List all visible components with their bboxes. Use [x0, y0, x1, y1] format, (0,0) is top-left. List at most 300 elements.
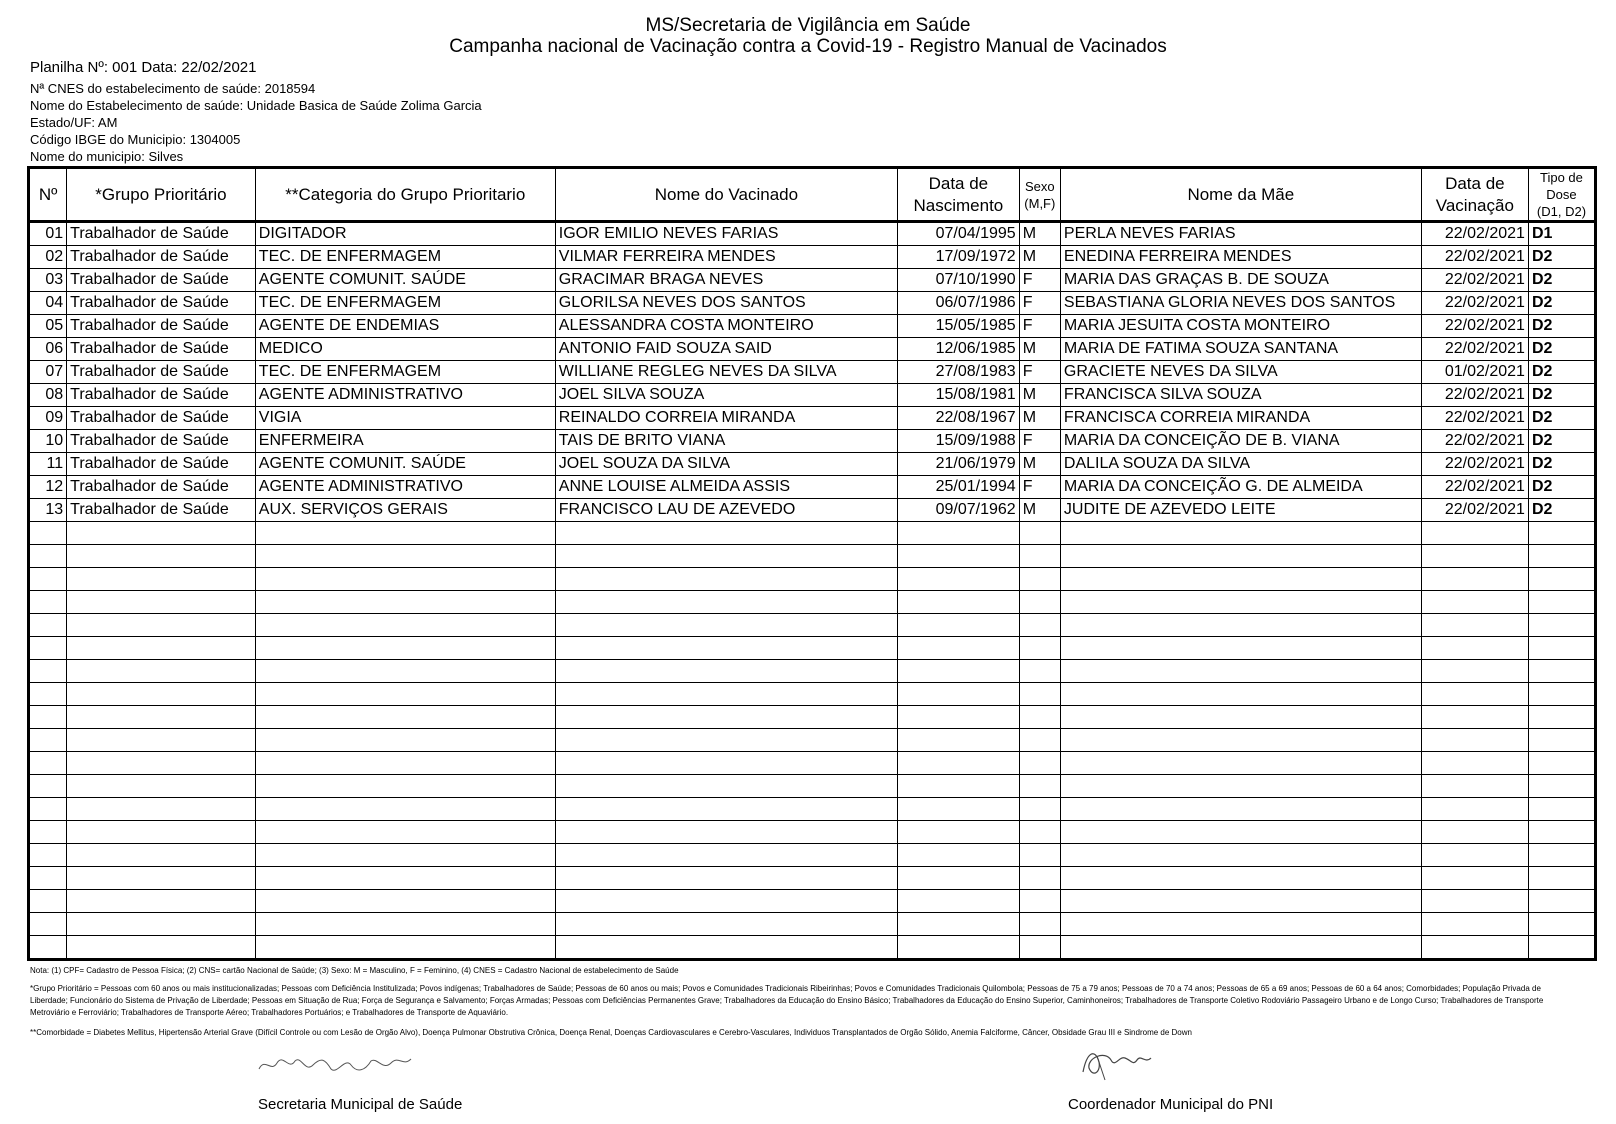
cell-vac: [1421, 867, 1528, 890]
cell-grupo: Trabalhador de Saúde: [67, 292, 256, 315]
ibge-info: Código IBGE do Municipio: 1304005: [30, 132, 241, 147]
cell-num: [29, 706, 67, 729]
cell-grupo: Trabalhador de Saúde: [67, 430, 256, 453]
cell-sexo: [1019, 614, 1060, 637]
header-dose-c: (D1, D2): [1536, 204, 1587, 219]
cell-mae: [1060, 752, 1421, 775]
cell-grupo: [67, 522, 256, 545]
cell-nasc: [898, 660, 1020, 683]
cell-nasc: [898, 591, 1020, 614]
cell-vac: 01/02/2021: [1421, 361, 1528, 384]
cell-vac: [1421, 890, 1528, 913]
cell-nome: [555, 936, 897, 960]
cell-sexo: [1019, 660, 1060, 683]
header-grupo: *Grupo Prioritário: [67, 168, 256, 222]
cell-mae: [1060, 614, 1421, 637]
cell-mae: [1060, 545, 1421, 568]
cell-vac: 22/02/2021: [1421, 246, 1528, 269]
empty-table-row: [29, 637, 1596, 660]
cell-grupo: Trabalhador de Saúde: [67, 407, 256, 430]
cell-num: 03: [29, 269, 67, 292]
cell-nasc: [898, 729, 1020, 752]
cell-nasc: [898, 752, 1020, 775]
cell-grupo: Trabalhador de Saúde: [67, 315, 256, 338]
cell-mae: [1060, 890, 1421, 913]
cell-grupo: Trabalhador de Saúde: [67, 499, 256, 522]
cell-mae: MARIA JESUITA COSTA MONTEIRO: [1060, 315, 1421, 338]
cell-categoria: [255, 706, 555, 729]
cell-sexo: F: [1019, 269, 1060, 292]
cell-categoria: ENFERMEIRA: [255, 430, 555, 453]
empty-table-row: [29, 660, 1596, 683]
cell-dose: D2: [1528, 338, 1595, 361]
cell-num: 01: [29, 222, 67, 246]
note-comorbidities: **Comorbidade = Diabetes Mellitus, Hipertensão Arterial Grave (Difícil Controle ou com Lesão de Orgão Alvo), Doença Pulmonar Obstrutiva Crônica, Doença Renal, Doenças Cardiovasculares e Cerebro-Vasculares, Individuos Transplantados de Orgão Sólido, Anemia Falciforme, Câncer, Obsidade Grau III e Sindrome de Down: [30, 1028, 1192, 1037]
cell-nome: JOEL SOUZA DA SILVA: [555, 453, 897, 476]
cell-grupo: Trabalhador de Saúde: [67, 269, 256, 292]
header-line-2: Campanha nacional de Vacinação contra a Covid-19 - Registro Manual de Vacinados: [449, 36, 1167, 57]
cell-nasc: 27/08/1983: [898, 361, 1020, 384]
table-body: [29, 222, 1596, 960]
header-dose-a: Tipo de: [1540, 170, 1583, 185]
cell-mae: DALILA SOUZA DA SILVA: [1060, 453, 1421, 476]
cell-sexo: M: [1019, 453, 1060, 476]
cell-sexo: F: [1019, 292, 1060, 315]
cell-num: 05: [29, 315, 67, 338]
cell-grupo: [67, 729, 256, 752]
cell-num: 02: [29, 246, 67, 269]
empty-table-row: [29, 890, 1596, 913]
header-nascimento-a: Data de: [928, 173, 989, 193]
cell-dose: [1528, 821, 1595, 844]
cell-dose: [1528, 683, 1595, 706]
table-row: [29, 453, 1596, 476]
cell-mae: [1060, 522, 1421, 545]
cell-grupo: [67, 821, 256, 844]
cell-dose: D2: [1528, 246, 1595, 269]
cell-nome: [555, 660, 897, 683]
cell-nome: [555, 867, 897, 890]
cell-nasc: [898, 890, 1020, 913]
cell-vac: [1421, 522, 1528, 545]
cell-nome: [555, 821, 897, 844]
cell-nome: WILLIANE REGLEG NEVES DA SILVA: [555, 361, 897, 384]
cell-mae: SEBASTIANA GLORIA NEVES DOS SANTOS: [1060, 292, 1421, 315]
cell-nasc: [898, 683, 1020, 706]
cell-vac: 22/02/2021: [1421, 476, 1528, 499]
cell-categoria: [255, 936, 555, 960]
empty-table-row: [29, 706, 1596, 729]
cell-nome: [555, 637, 897, 660]
cell-nome: [555, 844, 897, 867]
cell-nome: [555, 913, 897, 936]
cell-sexo: [1019, 775, 1060, 798]
cell-nome: [555, 545, 897, 568]
empty-table-row: [29, 729, 1596, 752]
cell-grupo: [67, 936, 256, 960]
cell-nome: VILMAR FERREIRA MENDES: [555, 246, 897, 269]
municipality-info: Nome do municipio: Silves: [30, 149, 184, 164]
cell-sexo: F: [1019, 315, 1060, 338]
cell-sexo: [1019, 706, 1060, 729]
cell-categoria: VIGIA: [255, 407, 555, 430]
cell-sexo: [1019, 729, 1060, 752]
cell-nome: GRACIMAR BRAGA NEVES: [555, 269, 897, 292]
cell-dose: [1528, 568, 1595, 591]
cell-nasc: 07/04/1995: [898, 222, 1020, 246]
cell-mae: [1060, 913, 1421, 936]
cell-nome: [555, 706, 897, 729]
cell-categoria: [255, 545, 555, 568]
table-row: [29, 361, 1596, 384]
cell-dose: D2: [1528, 384, 1595, 407]
cell-grupo: [67, 844, 256, 867]
cell-grupo: [67, 683, 256, 706]
cell-mae: JUDITE DE AZEVEDO LEITE: [1060, 499, 1421, 522]
cell-categoria: DIGITADOR: [255, 222, 555, 246]
header-num: Nº: [29, 168, 67, 222]
cell-nasc: [898, 706, 1020, 729]
cell-dose: D2: [1528, 292, 1595, 315]
cell-mae: [1060, 936, 1421, 960]
cell-nasc: 15/08/1981: [898, 384, 1020, 407]
header-sexo-b: (M,F): [1024, 195, 1056, 211]
cell-nome: ALESSANDRA COSTA MONTEIRO: [555, 315, 897, 338]
cell-dose: D2: [1528, 453, 1595, 476]
cell-grupo: Trabalhador de Saúde: [67, 338, 256, 361]
cell-sexo: [1019, 545, 1060, 568]
cell-sexo: [1019, 936, 1060, 960]
cell-num: 06: [29, 338, 67, 361]
table-row: [29, 338, 1596, 361]
cell-dose: [1528, 706, 1595, 729]
vaccination-register-table: [27, 166, 1597, 961]
cell-nome: ANNE LOUISE ALMEIDA ASSIS: [555, 476, 897, 499]
cell-grupo: Trabalhador de Saúde: [67, 361, 256, 384]
cell-nasc: [898, 545, 1020, 568]
sheet-number-date: Planilha Nº: 001 Data: 22/02/2021: [30, 59, 257, 76]
cell-nasc: [898, 568, 1020, 591]
cell-categoria: AGENTE COMUNIT. SAÚDE: [255, 453, 555, 476]
empty-table-row: [29, 798, 1596, 821]
cell-nasc: [898, 821, 1020, 844]
cell-vac: 22/02/2021: [1421, 453, 1528, 476]
cell-vac: [1421, 683, 1528, 706]
cell-nasc: 22/08/1967: [898, 407, 1020, 430]
header-nascimento: [898, 168, 1020, 222]
cell-num: 04: [29, 292, 67, 315]
cell-categoria: [255, 844, 555, 867]
cell-sexo: M: [1019, 222, 1060, 246]
cell-vac: 22/02/2021: [1421, 407, 1528, 430]
cell-num: [29, 545, 67, 568]
table-row: [29, 246, 1596, 269]
cell-mae: FRANCISCA SILVA SOUZA: [1060, 384, 1421, 407]
cell-dose: D2: [1528, 315, 1595, 338]
cell-dose: D2: [1528, 476, 1595, 499]
cell-mae: [1060, 775, 1421, 798]
cell-nome: [555, 683, 897, 706]
cell-dose: [1528, 775, 1595, 798]
cell-dose: [1528, 614, 1595, 637]
cell-categoria: AGENTE DE ENDEMIAS: [255, 315, 555, 338]
cell-categoria: TEC. DE ENFERMAGEM: [255, 246, 555, 269]
cell-categoria: TEC. DE ENFERMAGEM: [255, 361, 555, 384]
cell-dose: [1528, 798, 1595, 821]
cell-categoria: [255, 775, 555, 798]
cell-num: [29, 568, 67, 591]
cell-num: [29, 729, 67, 752]
header-sexo: [1019, 168, 1060, 222]
cell-mae: [1060, 798, 1421, 821]
cell-vac: [1421, 936, 1528, 960]
cell-nasc: 12/06/1985: [898, 338, 1020, 361]
cell-grupo: [67, 660, 256, 683]
cell-nasc: [898, 522, 1020, 545]
cell-grupo: [67, 591, 256, 614]
cell-num: [29, 522, 67, 545]
empty-table-row: [29, 568, 1596, 591]
cell-sexo: M: [1019, 246, 1060, 269]
cell-grupo: [67, 545, 256, 568]
cell-vac: 22/02/2021: [1421, 292, 1528, 315]
cell-dose: [1528, 752, 1595, 775]
cell-num: [29, 775, 67, 798]
cell-grupo: Trabalhador de Saúde: [67, 384, 256, 407]
cell-dose: [1528, 867, 1595, 890]
cell-num: [29, 890, 67, 913]
table-header-row: [29, 168, 1596, 222]
header-line-1: MS/Secretaria de Vigilância em Saúde: [645, 15, 971, 36]
header-nome: Nome do Vacinado: [555, 168, 897, 222]
cell-num: [29, 683, 67, 706]
cell-vac: [1421, 775, 1528, 798]
cell-categoria: [255, 614, 555, 637]
cell-nasc: 09/07/1962: [898, 499, 1020, 522]
cell-sexo: [1019, 890, 1060, 913]
cell-categoria: [255, 522, 555, 545]
header-vacinacao: [1421, 168, 1528, 222]
cell-nome: ANTONIO FAID SOUZA SAID: [555, 338, 897, 361]
cell-num: 13: [29, 499, 67, 522]
cell-categoria: [255, 752, 555, 775]
cell-vac: [1421, 821, 1528, 844]
cell-grupo: [67, 706, 256, 729]
cell-dose: D2: [1528, 269, 1595, 292]
cell-num: [29, 913, 67, 936]
establishment-info: Nome do Estabelecimento de saúde: Unidade Basica de Saúde Zolima Garcia: [30, 98, 482, 113]
cell-vac: 22/02/2021: [1421, 269, 1528, 292]
cell-categoria: [255, 867, 555, 890]
cell-nasc: 21/06/1979: [898, 453, 1020, 476]
cell-mae: [1060, 660, 1421, 683]
cell-nome: JOEL SILVA SOUZA: [555, 384, 897, 407]
cell-nasc: [898, 867, 1020, 890]
cell-mae: [1060, 844, 1421, 867]
cell-mae: ENEDINA FERREIRA MENDES: [1060, 246, 1421, 269]
cell-mae: [1060, 867, 1421, 890]
cell-vac: 22/02/2021: [1421, 499, 1528, 522]
cell-categoria: MEDICO: [255, 338, 555, 361]
cell-vac: [1421, 844, 1528, 867]
note-legend: Nota: (1) CPF= Cadastro de Pessoa Física; (2) CNS= cartão Nacional de Saúde; (3) Sexo: M = Masculino, F = Feminino, (4) CNES = Cadastro Nacional de estabelecimento de Saúde: [30, 966, 679, 975]
cell-mae: [1060, 821, 1421, 844]
cell-mae: MARIA DAS GRAÇAS B. DE SOUZA: [1060, 269, 1421, 292]
signature-label-secretaria: Secretaria Municipal de Saúde: [258, 1096, 463, 1113]
cell-vac: 22/02/2021: [1421, 384, 1528, 407]
cell-sexo: [1019, 522, 1060, 545]
cell-categoria: [255, 729, 555, 752]
header-vacinacao-a: Data de: [1445, 173, 1505, 193]
table-row: [29, 407, 1596, 430]
cell-num: [29, 867, 67, 890]
cell-categoria: [255, 890, 555, 913]
cell-nome: GLORILSA NEVES DOS SANTOS: [555, 292, 897, 315]
header-sexo-a: Sexo: [1024, 178, 1055, 194]
cell-sexo: [1019, 568, 1060, 591]
cell-categoria: [255, 568, 555, 591]
cell-mae: [1060, 683, 1421, 706]
cell-sexo: F: [1019, 476, 1060, 499]
cell-sexo: F: [1019, 361, 1060, 384]
cell-vac: [1421, 706, 1528, 729]
cell-dose: [1528, 591, 1595, 614]
cell-mae: GRACIETE NEVES DA SILVA: [1060, 361, 1421, 384]
cell-grupo: [67, 867, 256, 890]
cell-num: [29, 844, 67, 867]
cell-nasc: 15/05/1985: [898, 315, 1020, 338]
cell-nasc: 07/10/1990: [898, 269, 1020, 292]
cell-vac: 22/02/2021: [1421, 222, 1528, 246]
table-row: [29, 384, 1596, 407]
cell-dose: D2: [1528, 430, 1595, 453]
cell-mae: [1060, 637, 1421, 660]
cell-dose: D2: [1528, 361, 1595, 384]
cell-nome: [555, 729, 897, 752]
cell-nasc: [898, 775, 1020, 798]
cell-mae: FRANCISCA CORREIA MIRANDA: [1060, 407, 1421, 430]
cell-vac: [1421, 752, 1528, 775]
cell-grupo: [67, 913, 256, 936]
table-row: [29, 222, 1596, 246]
cell-vac: [1421, 545, 1528, 568]
cell-categoria: AGENTE ADMINISTRATIVO: [255, 384, 555, 407]
cell-dose: [1528, 660, 1595, 683]
cell-mae: [1060, 568, 1421, 591]
cell-sexo: [1019, 867, 1060, 890]
table-row: [29, 430, 1596, 453]
cell-num: [29, 752, 67, 775]
empty-table-row: [29, 936, 1596, 960]
cell-categoria: [255, 798, 555, 821]
cell-nome: FRANCISCO LAU DE AZEVEDO: [555, 499, 897, 522]
cell-nasc: 25/01/1994: [898, 476, 1020, 499]
cell-sexo: M: [1019, 384, 1060, 407]
cell-vac: [1421, 913, 1528, 936]
cell-sexo: M: [1019, 499, 1060, 522]
empty-table-row: [29, 752, 1596, 775]
cell-sexo: [1019, 844, 1060, 867]
cell-grupo: [67, 775, 256, 798]
empty-table-row: [29, 821, 1596, 844]
empty-table-row: [29, 844, 1596, 867]
cell-mae: MARIA DE FATIMA SOUZA SANTANA: [1060, 338, 1421, 361]
cell-mae: [1060, 591, 1421, 614]
cell-grupo: [67, 568, 256, 591]
cell-sexo: [1019, 913, 1060, 936]
cell-grupo: [67, 614, 256, 637]
cell-grupo: Trabalhador de Saúde: [67, 453, 256, 476]
empty-table-row: [29, 591, 1596, 614]
cell-vac: [1421, 591, 1528, 614]
cell-nome: IGOR EMILIO NEVES FARIAS: [555, 222, 897, 246]
cell-num: 10: [29, 430, 67, 453]
header-dose: [1528, 168, 1595, 222]
signature-label-coordenador: Coordenador Municipal do PNI: [1068, 1096, 1274, 1113]
cell-nasc: [898, 798, 1020, 821]
cell-nome: [555, 752, 897, 775]
cell-dose: [1528, 890, 1595, 913]
cell-nasc: [898, 936, 1020, 960]
header-vacinacao-b: Vacinação: [1435, 195, 1514, 215]
cell-nome: [555, 614, 897, 637]
empty-table-row: [29, 614, 1596, 637]
cell-nome: TAIS DE BRITO VIANA: [555, 430, 897, 453]
empty-table-row: [29, 683, 1596, 706]
cell-sexo: [1019, 821, 1060, 844]
cnes-info: Nª CNES do estabelecimento de saúde: 2018594: [30, 81, 316, 96]
cell-nasc: [898, 614, 1020, 637]
cell-mae: MARIA DA CONCEIÇÃO DE B. VIANA: [1060, 430, 1421, 453]
cell-sexo: [1019, 683, 1060, 706]
cell-nasc: [898, 637, 1020, 660]
cell-num: [29, 821, 67, 844]
cell-nome: [555, 798, 897, 821]
cell-nasc: [898, 913, 1020, 936]
cell-dose: D1: [1528, 222, 1595, 246]
cell-num: 12: [29, 476, 67, 499]
cell-dose: [1528, 844, 1595, 867]
empty-table-row: [29, 775, 1596, 798]
table-row: [29, 315, 1596, 338]
cell-dose: [1528, 545, 1595, 568]
empty-table-row: [29, 522, 1596, 545]
cell-dose: [1528, 637, 1595, 660]
cell-sexo: M: [1019, 407, 1060, 430]
cell-grupo: [67, 798, 256, 821]
cell-num: 08: [29, 384, 67, 407]
table-row: [29, 269, 1596, 292]
cell-nome: [555, 591, 897, 614]
cell-vac: 22/02/2021: [1421, 338, 1528, 361]
cell-nome: [555, 890, 897, 913]
cell-grupo: Trabalhador de Saúde: [67, 222, 256, 246]
cell-num: 09: [29, 407, 67, 430]
cell-vac: [1421, 660, 1528, 683]
cell-num: 07: [29, 361, 67, 384]
header-nascimento-b: Nascimento: [913, 195, 1004, 215]
cell-nasc: 06/07/1986: [898, 292, 1020, 315]
cell-dose: [1528, 729, 1595, 752]
cell-dose: [1528, 522, 1595, 545]
cell-mae: [1060, 706, 1421, 729]
cell-categoria: AGENTE COMUNIT. SAÚDE: [255, 269, 555, 292]
cell-vac: 22/02/2021: [1421, 315, 1528, 338]
table-row: [29, 499, 1596, 522]
cell-vac: [1421, 729, 1528, 752]
cell-sexo: [1019, 798, 1060, 821]
cell-grupo: [67, 637, 256, 660]
